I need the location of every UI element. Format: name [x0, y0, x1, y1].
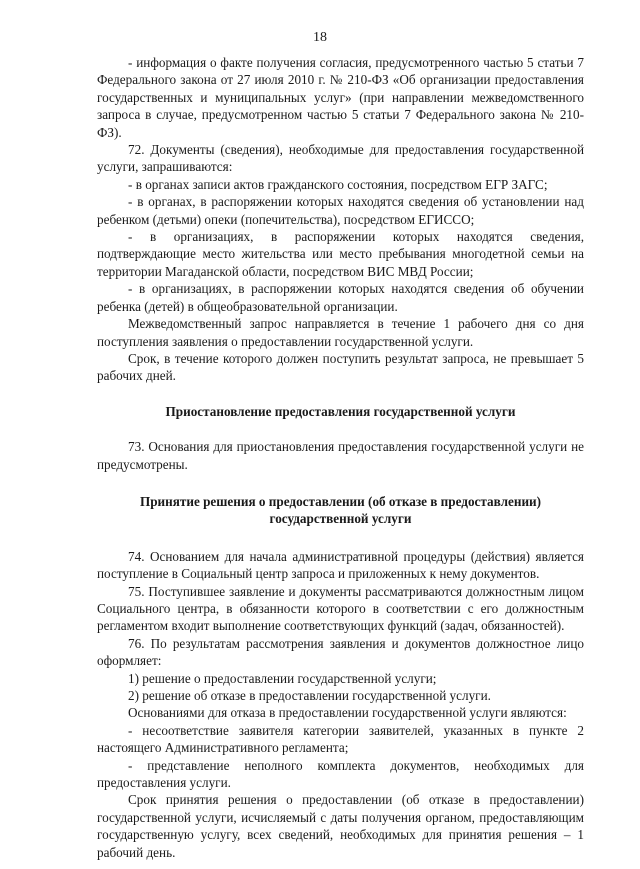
section-heading-suspension: Приостановление предоставления государственной услуги — [165, 403, 516, 419]
section-heading-decision-line1: Принятие решения о предоставлении (об отказе в предоставлении) — [139, 493, 542, 509]
list-item-residence: - в организациях, в распоряжении которых находятся сведения, подтверждающие место жительства или место пребывания многодетной семьи на территории Магаданской области, посредством ВИС МВД России; — [97, 229, 584, 279]
document-body — [97, 54, 584, 861]
paragraph-76: 76. По результатам рассмотрения заявления и документов должностное лицо оформляет: — [97, 635, 584, 669]
list-item-zags: - в органах записи актов гражданского состояния, посредством ЕГР ЗАГС; — [128, 176, 548, 192]
list-item-education: - в организациях, в распоряжении которых находятся сведения об обучении ребенка (детей) в общеобразовательной организации. — [97, 281, 584, 314]
list-item-incomplete-docs: - представление неполного комплекта документов, необходимых для предоставления услуги. — [97, 757, 584, 791]
page-number: 18 — [313, 30, 327, 45]
paragraph-refusal-grounds: Основаниями для отказа в предоставлении государственной услуги являются: — [128, 705, 567, 721]
section-heading-decision-line2: государственной услуги — [269, 511, 412, 527]
list-item-category-mismatch: - несоответствие заявителя категории заявителей, указанных в пункте 2 настоящего Административного регламента; — [97, 722, 584, 756]
list-item-guardianship: - в органах, в распоряжении которых находятся сведения об установлении над ребенком (детьми) опеки (попечительства), посредством ЕГИССО; — [97, 194, 584, 227]
paragraph-decision-term: Срок принятия решения о предоставлении (об отказе в предоставлении) государственной услуги, исчисляемый с даты получения органом, предоставляющим государственную услугу, всех сведений, необходимых для принятия решения – 1 рабочий день. — [97, 792, 584, 860]
paragraph-72: 72. Документы (сведения), необходимые для предоставления государственной услуги, запрашиваются: — [97, 142, 584, 175]
paragraph-74: 74. Основанием для начала административной процедуры (действия) является поступление в Социальный центр запроса и приложенных к нему документов. — [97, 548, 584, 582]
paragraph-73: 73. Основания для приостановления предоставления государственной услуги не предусмотрены. — [97, 439, 584, 472]
paragraph-consent-info: - информация о факте получения согласия, предусмотренного частью 5 статьи 7 Федерального закона от 27 июля 2010 г. № 210-ФЗ «Об организации предоставления государственных и муниципальных услуг» (при направлении межведомственного запроса в случае, предусмотренном частью 5 статьи 7 Федерального закона № 210-ФЗ). — [97, 55, 584, 140]
paragraph-response-term: Срок, в течение которого должен поступить результат запроса, не превышает 5 рабочих дней. — [97, 350, 584, 384]
paragraph-request-term: Межведомственный запрос направляется в течение 1 рабочего дня со дня поступления заявления о предоставлении государственной услуги. — [97, 316, 584, 349]
paragraph-75: 75. Поступившее заявление и документы рассматриваются должностным лицом Социального центра, в обязанности которого в соответствии с его должностным регламентом входит выполнение соответствующих функций (задач, обязанностей). — [97, 583, 584, 634]
list-item-decision-refuse: 2) решение об отказе в предоставлении государственной услуги. — [128, 688, 491, 703]
list-item-decision-grant: 1) решение о предоставлении государственной услуги; — [128, 670, 437, 686]
